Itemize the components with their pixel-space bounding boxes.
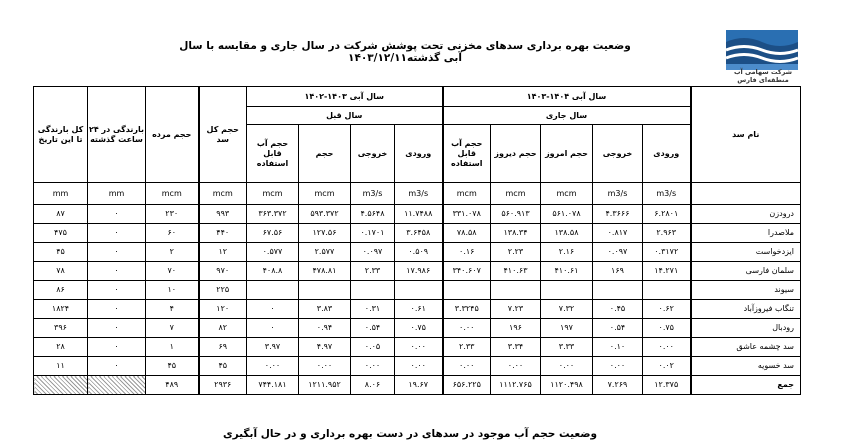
current-year-sub-header: سال جاری xyxy=(443,107,691,125)
table-row xyxy=(34,224,801,243)
cell-vol-yesterday: ۱۳۸.۳۴ xyxy=(491,224,541,243)
cell-dam-name: سد خسویه xyxy=(691,357,801,376)
cell-prev-outflow: ۰.۰۹۷ xyxy=(351,243,395,262)
cell-dam-name: ایزدخواست xyxy=(691,243,801,262)
cell-dead-volume: ۶۰ xyxy=(146,224,199,243)
cell-prev-volume: ۰.۹۴ xyxy=(299,319,351,338)
cell-rain-24h: ۰ xyxy=(88,338,146,357)
col-vol-yesterday-header: حجم دیروز xyxy=(491,125,541,183)
cell-rain-24h: ۰ xyxy=(88,281,146,300)
cell-prev-volume: ۱۲۱۱.۹۵۲ xyxy=(299,376,351,395)
cell-prev-usable: ۰ xyxy=(247,319,299,338)
cell-prev-usable: ۰.۵۷۷ xyxy=(247,243,299,262)
cell-prev-volume: ۵۹۳.۳۷۲ xyxy=(299,205,351,224)
unit-prev-volume: mcm xyxy=(299,183,351,205)
cell-vol-today: ۰.۰۰ xyxy=(541,357,593,376)
cell-total-volume: ۴۴۰ xyxy=(199,224,247,243)
unit-inflow: m3/s xyxy=(643,183,691,205)
cell-total-volume: ۹۷۰ xyxy=(199,262,247,281)
cell-prev-outflow xyxy=(351,281,395,300)
unit-prev-outflow: m3/s xyxy=(351,183,395,205)
cell-total-volume: ۶۹ xyxy=(199,338,247,357)
cell-dam-name: ملاصدرا xyxy=(691,224,801,243)
cell-rain-24h: ۰ xyxy=(88,300,146,319)
cell-rain-24h: ۰ xyxy=(88,224,146,243)
cell-dam-name: تنگاب فیروزآباد xyxy=(691,300,801,319)
cell-prev-volume: ۴.۹۷ xyxy=(299,338,351,357)
col-prev-usable-header: حجم آب قابل استفاده xyxy=(247,125,299,183)
table-row xyxy=(34,319,801,338)
unit-dead-volume: mcm xyxy=(146,183,199,205)
col-vol-today-header: حجم امروز xyxy=(541,125,593,183)
cell-prev-inflow: ۱۱.۷۴۸۸ xyxy=(395,205,443,224)
unit-total-volume: mcm xyxy=(199,183,247,205)
cell-vol-yesterday: ۰.۰۰ xyxy=(491,357,541,376)
cell-prev-outflow: ۰.۰۰ xyxy=(351,357,395,376)
prev-year-sub-header: سال قبل xyxy=(247,107,443,125)
cell-dead-volume: ۴۵ xyxy=(146,357,199,376)
header-row-years xyxy=(34,87,801,107)
cell-outflow: ۰.۱۰ xyxy=(593,338,643,357)
cell-prev-inflow: ۰.۰۰ xyxy=(395,357,443,376)
unit-usable: mcm xyxy=(443,183,491,205)
cell-rain-total: ۴۷۵ xyxy=(34,224,88,243)
cell-total-volume: ۸۲ xyxy=(199,319,247,338)
cell-outflow: ۰.۵۴ xyxy=(593,319,643,338)
col-prev-outflow-header: خروجی xyxy=(351,125,395,183)
cell-dam-name: سیوند xyxy=(691,281,801,300)
cell-total-volume: ۲۲۵ xyxy=(199,281,247,300)
cell-prev-inflow: ۰.۷۵ xyxy=(395,319,443,338)
unit-prev-inflow: m3/s xyxy=(395,183,443,205)
cell-inflow: ۰.۶۲ xyxy=(643,300,691,319)
cell-vol-yesterday: ۱۹۶ xyxy=(491,319,541,338)
cell-rain-total: ۸۷ xyxy=(34,205,88,224)
cell-total-volume: ۴۵ xyxy=(199,357,247,376)
cell-total-volume: ۱۲۰ xyxy=(199,300,247,319)
cell-prev-outflow: ۲.۳۳ xyxy=(351,262,395,281)
cell-prev-volume: ۱۲۷.۵۶ xyxy=(299,224,351,243)
cell-usable xyxy=(443,281,491,300)
cell-vol-today: ۱۳۸.۵۸ xyxy=(541,224,593,243)
cell-prev-inflow xyxy=(395,281,443,300)
company-name: شرکت سهامی آب منطقه‌ای فارس xyxy=(733,68,793,84)
unit-rain-total: mm xyxy=(34,183,88,205)
cell-prev-outflow: ۸.۰۶ xyxy=(351,376,395,395)
table-row xyxy=(34,300,801,319)
cell-inflow: ۰.۰۰ xyxy=(643,338,691,357)
cell-usable: ۰.۰۰ xyxy=(443,357,491,376)
cell-dead-volume: ۱۰ xyxy=(146,281,199,300)
cell-dam-name: رودبال xyxy=(691,319,801,338)
cell-vol-yesterday: ۵۶۰.۹۱۳ xyxy=(491,205,541,224)
cell-prev-volume: ۲.۵۷۷ xyxy=(299,243,351,262)
cell-inflow: ۲.۹۶۳ xyxy=(643,224,691,243)
cell-total-volume: ۹۹۳ xyxy=(199,205,247,224)
col-inflow-header: ورودی xyxy=(643,125,691,183)
cell-outflow: ۰.۰۰ xyxy=(593,357,643,376)
dam-status-table xyxy=(33,86,801,395)
cell-total-volume: ۲۹۳۶ xyxy=(199,376,247,395)
cell-rain-total: ۸۶ xyxy=(34,281,88,300)
cell-prev-inflow: ۱۹.۶۷ xyxy=(395,376,443,395)
cell-inflow xyxy=(643,281,691,300)
table-row xyxy=(34,205,801,224)
cell-vol-today: ۵۶۱.۰۷۸ xyxy=(541,205,593,224)
cell-usable: ۳۳۱.۰۷۸ xyxy=(443,205,491,224)
cell-usable: ۷۸.۵۸ xyxy=(443,224,491,243)
cell-prev-outflow: ۰.۰۵ xyxy=(351,338,395,357)
cell-outflow: ۷.۲۶۹ xyxy=(593,376,643,395)
col-total-volume-header: حجم کل سد xyxy=(199,87,247,183)
cell-prev-usable: ۷۴۴.۱۸۱ xyxy=(247,376,299,395)
col-outflow-header: خروجی xyxy=(593,125,643,183)
cell-rain-total: ۱۱ xyxy=(34,357,88,376)
cell-prev-outflow: ۰.۵۴ xyxy=(351,319,395,338)
cell-dam-name: سد چشمه عاشق xyxy=(691,338,801,357)
cell-vol-today: ۱۱۲۰.۴۹۸ xyxy=(541,376,593,395)
cell-prev-outflow: ۰.۱۷۰۱ xyxy=(351,224,395,243)
col-rain-24h-header: بارندگی در ۲۴ ساعت گذشته xyxy=(88,87,146,183)
cell-vol-today: ۱۹۷ xyxy=(541,319,593,338)
cell-rain-total: ۲۸ xyxy=(34,338,88,357)
cell-usable: ۰.۱۶ xyxy=(443,243,491,262)
cell-prev-outflow: ۰.۳۱ xyxy=(351,300,395,319)
cell-rain-24h: ۰ xyxy=(88,243,146,262)
cell-usable: ۰.۰۰ xyxy=(443,319,491,338)
cell-dead-volume: ۷۰ xyxy=(146,262,199,281)
total-label: جمع xyxy=(691,376,801,395)
cell-vol-yesterday: ۴۱۰.۶۳ xyxy=(491,262,541,281)
cell-dead-volume: ۲۳۰ xyxy=(146,205,199,224)
cell-usable: ۳۴۰.۶۰۷ xyxy=(443,262,491,281)
cell-rain-24h xyxy=(88,376,146,395)
cell-prev-volume: ۰.۰۰ xyxy=(299,357,351,376)
col-usable-header: حجم آب قابل استفاده xyxy=(443,125,491,183)
current-year-group-header: سال آبی ۱۴۰۴-۱۴۰۳ xyxy=(443,87,691,107)
cell-vol-today: ۷.۳۲ xyxy=(541,300,593,319)
cell-rain-total: ۷۸ xyxy=(34,262,88,281)
cell-prev-inflow: ۳.۶۴۵۸ xyxy=(395,224,443,243)
cell-outflow: ۰.۰۹۷ xyxy=(593,243,643,262)
table-row xyxy=(34,357,801,376)
cell-rain-24h: ۰ xyxy=(88,262,146,281)
col-dam-name-header: نام سد xyxy=(691,87,801,183)
cell-dead-volume: ۷ xyxy=(146,319,199,338)
cell-total-volume: ۱۲ xyxy=(199,243,247,262)
col-rain-total-header: کل بارندگی تا این تاریخ xyxy=(34,87,88,183)
cell-prev-usable: ۳۶۳.۳۷۲ xyxy=(247,205,299,224)
cell-prev-usable: ۴۰۸.۸ xyxy=(247,262,299,281)
cell-dam-name: درودزن xyxy=(691,205,801,224)
cell-prev-volume: ۴۷۸.۸۱ xyxy=(299,262,351,281)
cell-usable: ۲.۳۳ xyxy=(443,338,491,357)
cell-dead-volume: ۴ xyxy=(146,300,199,319)
cell-vol-yesterday: ۱۱۱۲.۷۶۵ xyxy=(491,376,541,395)
cell-vol-today: ۴۱۰.۶۱ xyxy=(541,262,593,281)
cell-outflow: ۴.۳۶۶۶ xyxy=(593,205,643,224)
cell-vol-yesterday: ۲.۲۳ xyxy=(491,243,541,262)
cell-dead-volume: ۱ xyxy=(146,338,199,357)
unit-dam-name xyxy=(691,183,801,205)
units-row xyxy=(34,183,801,205)
cell-dead-volume: ۴۸۹ xyxy=(146,376,199,395)
cell-rain-24h: ۰ xyxy=(88,319,146,338)
cell-prev-usable: ۳.۹۷ xyxy=(247,338,299,357)
unit-vol-yesterday: mcm xyxy=(491,183,541,205)
cell-vol-today: ۲.۱۶ xyxy=(541,243,593,262)
cell-inflow: ۱۲.۳۷۵ xyxy=(643,376,691,395)
cell-inflow: ۱۴.۲۷۱ xyxy=(643,262,691,281)
cell-rain-24h: ۰ xyxy=(88,357,146,376)
cell-rain-24h: ۰ xyxy=(88,205,146,224)
footer-title: وضعیت حجم آب موجود در سدهای در دست بهره برداری و در حال آبگیری xyxy=(222,428,597,440)
table-row xyxy=(34,338,801,357)
cell-usable: ۶۵۶.۲۲۵ xyxy=(443,376,491,395)
cell-prev-volume: ۳.۸۳ xyxy=(299,300,351,319)
cell-prev-usable: ۶۷.۵۶ xyxy=(247,224,299,243)
cell-prev-inflow: ۰.۵۰۹ xyxy=(395,243,443,262)
unit-outflow: m3/s xyxy=(593,183,643,205)
cell-prev-outflow: ۴.۵۶۴۸ xyxy=(351,205,395,224)
cell-vol-today: ۳.۳۳ xyxy=(541,338,593,357)
cell-vol-today xyxy=(541,281,593,300)
cell-rain-total: ۱۸۲۴ xyxy=(34,300,88,319)
cell-inflow: ۶.۲۸۰۱ xyxy=(643,205,691,224)
cell-outflow: ۱۶۹ xyxy=(593,262,643,281)
cell-dam-name: سلمان فارسی xyxy=(691,262,801,281)
cell-prev-volume xyxy=(299,281,351,300)
prev-year-group-header: سال آبی ۱۴۰۳-۱۴۰۲ xyxy=(247,87,443,107)
table-row xyxy=(34,262,801,281)
cell-prev-inflow: ۱۷.۹۸۶ xyxy=(395,262,443,281)
cell-rain-total: ۳۹۶ xyxy=(34,319,88,338)
col-prev-volume-header: حجم xyxy=(299,125,351,183)
cell-inflow: ۰.۰۲ xyxy=(643,357,691,376)
cell-outflow xyxy=(593,281,643,300)
cell-prev-usable xyxy=(247,281,299,300)
cell-rain-total: ۴۵ xyxy=(34,243,88,262)
unit-vol-today: mcm xyxy=(541,183,593,205)
total-row xyxy=(34,376,801,395)
cell-outflow: ۰.۸۱۷ xyxy=(593,224,643,243)
cell-inflow: ۰.۳۱۷۲ xyxy=(643,243,691,262)
cell-vol-yesterday: ۳.۳۴ xyxy=(491,338,541,357)
cell-usable: ۳.۳۲۴۵ xyxy=(443,300,491,319)
table-row xyxy=(34,281,801,300)
unit-rain-24h: mm xyxy=(88,183,146,205)
cell-inflow: ۰.۷۵ xyxy=(643,319,691,338)
cell-dead-volume: ۲ xyxy=(146,243,199,262)
cell-vol-yesterday xyxy=(491,281,541,300)
col-dead-volume-header: حجم مرده xyxy=(146,87,199,183)
cell-prev-inflow: ۰.۶۱ xyxy=(395,300,443,319)
unit-prev-usable: mcm xyxy=(247,183,299,205)
report-title: وضعیت بهره برداری سدهای مخزنی تحت پوشش شرکت در سال جاری و مقایسه با سال آبی گذشته۱۴۰۳/۱۲/۱۱ xyxy=(179,40,631,64)
cell-prev-usable: ۰ xyxy=(247,300,299,319)
cell-outflow: ۰.۴۵ xyxy=(593,300,643,319)
table-row xyxy=(34,243,801,262)
cell-prev-inflow: ۰.۰۰ xyxy=(395,338,443,357)
col-prev-inflow-header: ورودی xyxy=(395,125,443,183)
cell-prev-usable: ۰.۰۰ xyxy=(247,357,299,376)
cell-rain-total xyxy=(34,376,88,395)
cell-vol-yesterday: ۷.۲۳ xyxy=(491,300,541,319)
